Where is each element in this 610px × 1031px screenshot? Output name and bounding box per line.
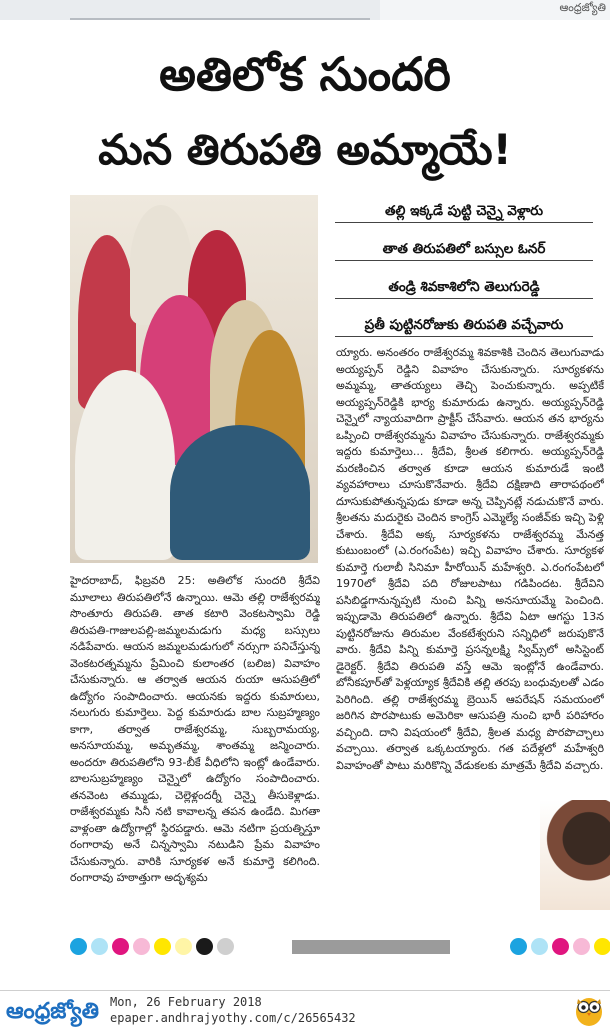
footer-url[interactable]: epaper.andhrajyothy.com/c/26565432 xyxy=(110,1011,356,1025)
top-strip-right xyxy=(380,0,610,20)
andhrajyothy-logo[interactable]: ఆంధ్రజ్యోతి xyxy=(6,999,99,1024)
subheadings xyxy=(335,203,593,355)
subheading: తాత తిరుపతిలో బస్సుల ఓనర్ xyxy=(335,241,593,261)
article-left-column: హైదరాబాద్, ఫిబ్రవరి 25: అతిలోక సుందరి శ్రీదేవి మూలాలు తిరుపతిలోనే ఉన్నాయి. ఆమె తల్లి రాజేశ్వరమ్మ సొంతూరు తిరుపతి. తాత కటారి వెంకటస్వామి రెడ్డి తిరుపతి-గాజులపల్లి-జమ్మలమడుగు మధ్య బస్సులు నడిపేవారు. ఆయన జమ్మలమడుగులో నర్సుగా పనిచేస్తున్న వెంకటరత్నమ్మను ప్రేమించి కులాంతర (బలిజ) వివాహం చేసుకున్నారు. ఆ తర్వాత ఆయన రుయా ఆసుపత్రిలో ఉద్యోగం సంపాదించారు. ఆయనకు ఇద్దరు కుమారులు, నలుగురు కుమార్తెలు. పెద్ద కుమారుడు బాల సుబ్రహ్మణ్యం కాగా, తర్వాత రాజేశ్వరమ్మ, సుబ్బరామయ్య, అనసూయమ్మ, అమృతమ్మ, శాంతమ్మ జన్మించారు. అందరూ తిరుపతిలోని 93-బీకే వీధిలోని ఇంట్లో ఉండేవారు. బాలసుబ్రహ్మణ్యం చెన్నైలో ఉద్యోగం సంపాదించారు. తనవెంట తమ్ముడు, చెల్లెళ్లందర్నీ చెన్నై తీసుకెళ్లాడు. రాజేశ్వరమ్మకు సినీ నటి కావాలన్న తపన ఉండేది. మిగతా వాళ్లంతా ఉద్యోగాల్లో స్థిరపడ్డారు. ఆమె నటిగా ప్రయత్నిస్తూ రంగారావు అనే చిన్నస్వామి నటుడిని ప్రేమ వివాహం చేసుకున్నారు. వారికి సూర్యకళ అనే కుమార్తె కలిగింది. రంగారావు హఠాత్తుగా అదృశ్యమ xyxy=(70,574,320,884)
headline-line-2: మన తిరుపతి అమ్మాయే! xyxy=(98,125,512,174)
registration-marks-left xyxy=(70,938,240,956)
family-photo xyxy=(70,195,318,563)
owl-icon xyxy=(574,993,604,1027)
registration-dot xyxy=(217,938,234,955)
registration-marks-right xyxy=(510,938,610,956)
registration-dot xyxy=(510,938,527,955)
registration-dot xyxy=(70,938,87,955)
subheading: తల్లి ఇక్కడే పుట్టి చెన్నై వెళ్లారు xyxy=(335,203,593,223)
subheading: తండ్రి శివకాశిలోని తెలుగురెడ్డి xyxy=(335,279,593,299)
top-strip-right-text: ఆంధ్రజ్యోతి xyxy=(559,1,606,14)
photo-figure xyxy=(75,370,175,560)
registration-dot xyxy=(91,938,108,955)
registration-dot xyxy=(154,938,171,955)
registration-dot xyxy=(552,938,569,955)
top-strip-text xyxy=(70,0,370,20)
registration-dot xyxy=(133,938,150,955)
footer-divider xyxy=(0,990,610,991)
registration-grey-bar xyxy=(292,940,450,954)
photo-figure xyxy=(170,425,310,560)
top-strip xyxy=(0,0,610,20)
registration-dot xyxy=(196,938,213,955)
registration-dot xyxy=(531,938,548,955)
subheading: ప్రతీ పుట్టినరోజుకు తిరుపతి వచ్చేవారు xyxy=(335,317,593,337)
registration-dot xyxy=(112,938,129,955)
registration-dot xyxy=(594,938,610,955)
footer-date: Mon, 26 February 2018 xyxy=(110,995,262,1009)
registration-dot xyxy=(573,938,590,955)
registration-dot xyxy=(175,938,192,955)
side-photo-crop xyxy=(540,800,610,910)
headline-line-1: అతిలోక సుందరి xyxy=(159,47,451,101)
article-right-column: య్యారు. అనంతరం రాజేశ్వరమ్మ శివకాశికి చెందిన తెలుగువాడు అయ్యప్పన్ రెడ్డిని వివాహం చేసుకున్నారు. సూర్యకళను అమ్మమ్మ, తాతయ్యలు తెచ్చి పెంచుకున్నారు. అప్పటికే అయ్యప్పన్‌రెడ్డికి భార్య కుమారుడు ఉన్నారు. అయ్యప్పన్‌రెడ్డి చెన్నైలో న్యాయవాదిగా ప్రాక్టీస్ చేసేవారు. ఆయన తన భార్యను ఒప్పించి రాజేశ్వరమ్మను వివాహం చేసుకున్నారు. రాజేశ్వరమ్మకు ఇద్దరు కుమార్తెలు... శ్రీదేవి, శ్రీలత కలిగారు. అయ్యప్పన్‌రెడ్డి మరణించిన తర్వాత కూడా ఆయన కుమారుడే ఇంటి వ్యవహారాలు చూసుకొనేవారు. శ్రీదేవి దక్షిణాది తారాపథంలో దూసుకుపోతున్నపుడు కూడా అన్న చెప్పినట్లే నడుచుకొనే వారు. శ్రీలతను మదురైకు చెందిన కాంగ్రెస్ ఎమ్మెల్యే సంజీవ్‌కు ఇచ్చి పెళ్లి చేశారు. శ్రీదేవి అక్క సూర్యకళను రాజేశ్వరమ్మ మేనత్త కుటుంబంలో (ఎ.రంగంపేట) ఇచ్చి వివాహం చేశారు. సూర్యకళ కుమార్తె గులాబీ సినిమా హీరోయిన్ మహేశ్వరి. ఎ.రంగంపేటలో 1970లో శ్రీదేవి పది రోజులపాటు గడిపిందట. శ్రీదేవిని పసిబిడ్డగానున్నప్పటి నుంచి పిన్ని అనసూయమ్మే పెంచింది. ఇప్పుడామె తిరుపతిలో ఉన్నారు. శ్రీదేవి ఏటా ఆగస్టు 13న పుట్టినరోజును తిరుమల వేంకటేశ్వరుని సన్నిధిలో జరుపుకొనే వారు. శ్రీదేవి పిన్ని కుమార్తె ప్రసన్నలక్ష్మి స్విమ్స్‌లో అసిస్టెంట్ డైరెక్టర్. శ్రీదేవి తిరుపతి వస్తే ఆమె ఇంట్లోనే ఉండేవారు. బోనీకపూర్‌తో పెళ్లయ్యాక శ్రీదేవికి తల్లి తరపు బంధువులతో ఎడం పెరిగింది. తల్లి రాజేశ్వరమ్మ బ్రెయిన్ ఆపరేషన్ సమయంలో జరిగిన పొరపాటుకు అమెరికా ఆసుపత్రి నుంచి భారీ పరిహారం వచ్చింది. దాని విషయంలో శ్రీదేవి, శ్రీలత మధ్య పొరపొచ్చాలు వచ్చాయి. తర్వాత ఒక్కటయ్యారు. గత పదేళ్లలో మహేశ్వరి వివాహంతో పాటు మరికొన్ని వేడుకలకు మాత్రమే శ్రీదేవి వచ్చారు. xyxy=(336,346,604,772)
